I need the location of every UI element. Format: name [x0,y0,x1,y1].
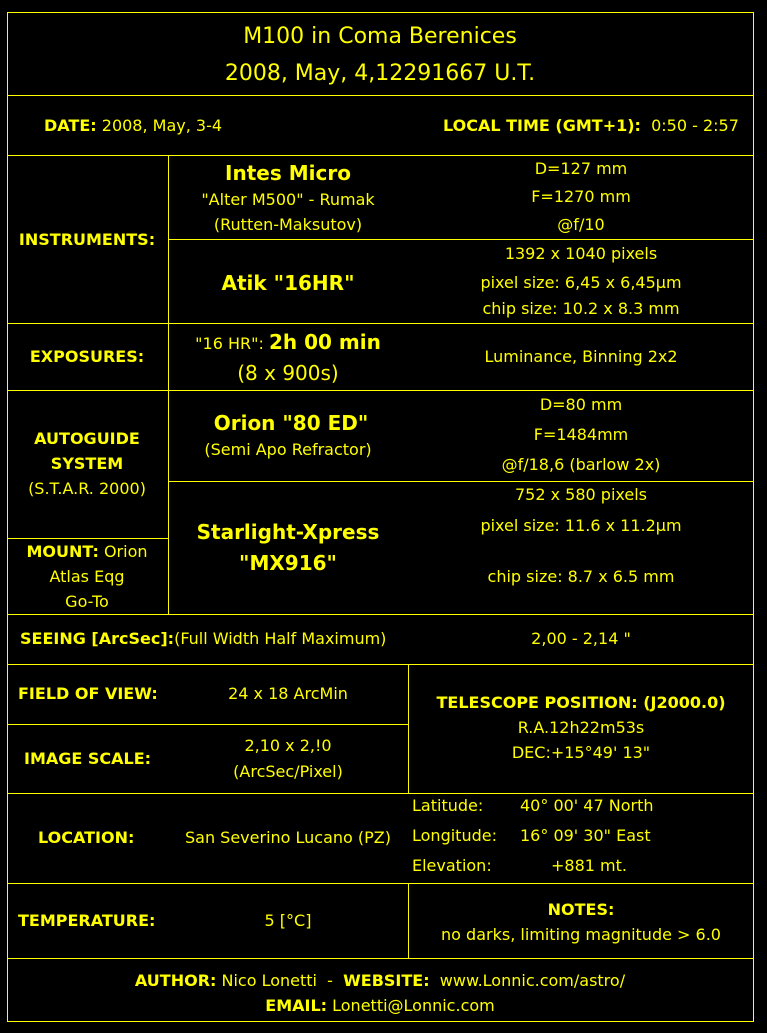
guide-camera-pixel-size: pixel size: 11.6 x 11.2µm [480,516,682,535]
longitude-label: Longitude: [412,826,497,845]
divider [7,95,754,96]
date-value: 2008, May, 3-4 [101,116,223,135]
guide-scope-focal-ratio: @f/18,6 (barlow 2x) [501,455,661,474]
temperature-value: 5 [°C] [264,911,312,930]
object-title: M100 in Coma Berenices [243,24,517,49]
divider [168,481,754,482]
seeing-label: SEEING [ArcSec]: [20,629,175,648]
camera-chip-size: chip size: 10.2 x 8.3 mm [482,299,680,318]
latitude-label: Latitude: [412,796,484,815]
guide-camera-model: "MX916" [239,551,337,575]
temperature-label: TEMPERATURE: [18,911,156,930]
divider [408,883,409,959]
notes-value: no darks, limiting magnitude > 6.0 [441,925,721,944]
autoguide-label: AUTOGUIDE [34,429,140,448]
mount-row [27,543,148,561]
guide-scope-type: (Semi Apo Refractor) [204,440,372,459]
elevation-value: +881 mt. [551,856,627,875]
divider [7,155,754,156]
divider [168,239,754,240]
divider [7,958,754,959]
telescope-position-label: TELESCOPE POSITION: (J2000.0) [436,693,726,712]
divider [168,155,169,615]
image-scale-value: 2,10 x 2,!0 [244,736,332,755]
divider [7,538,168,539]
latitude-value: 40° 00' 47 North [520,796,654,815]
telescope-type: (Rutten-Maksutov) [213,215,363,234]
guide-scope-focal-length: F=1484mm [533,425,629,444]
divider [7,614,754,615]
exposure-mode: Luminance, Binning 2x2 [484,347,678,366]
divider [7,664,754,665]
camera-name: Atik "16HR" [221,271,355,295]
divider [7,793,754,794]
frame-top [7,12,754,13]
website-label: WEBSITE: [343,971,430,990]
mount-goto: Go-To [65,592,109,611]
website-link[interactable]: www.Lonnic.com/astro/ [439,971,626,990]
frame-left [7,12,8,1022]
location-place: San Severino Lucano (PZ) [184,828,392,847]
divider [7,883,754,884]
mount-model: Atlas Eqg [49,567,125,586]
telescope-name: Intes Micro [225,161,351,185]
frame-bottom [7,1021,754,1022]
exposure-total: 2h 00 min [268,330,381,354]
guide-camera-pixels: 752 x 580 pixels [514,485,648,504]
declination: DEC:+15°49' 13" [511,743,651,762]
instruments-label: INSTRUMENTS: [18,230,156,249]
field-of-view-value: 24 x 18 ArcMin [228,684,348,703]
mount-value: Orion [103,542,148,561]
exposure-camera-prefix: "16 HR": [195,334,264,353]
email-label: EMAIL: [265,996,328,1015]
location-label: LOCATION: [38,828,135,847]
exposures-label: EXPOSURES: [29,347,145,366]
local-time-row [443,117,739,135]
telescope-model: "Alter M500" - Rumak [201,190,375,209]
telescope-diameter: D=127 mm [534,159,628,178]
observation-datetime-ut: 2008, May, 4,12291667 U.T. [224,61,536,86]
guide-camera-name: Starlight-Xpress [196,520,380,544]
longitude-value: 16° 09' 30" East [520,826,651,845]
image-scale-label: IMAGE SCALE: [24,749,152,768]
email-row [265,997,494,1015]
guide-camera-chip-size: chip size: 8.7 x 6.5 mm [487,567,675,586]
autoguide-model: (S.T.A.R. 2000) [28,479,146,498]
notes-label: NOTES: [547,900,615,919]
seeing-note: (Full Width Half Maximum) [174,629,387,648]
image-scale-unit: (ArcSec/Pixel) [233,762,343,781]
autoguide-label-system: SYSTEM [50,454,124,473]
date-label: DATE: [44,116,97,135]
divider [7,323,754,324]
local-time-value: 0:50 - 2:57 [651,116,739,135]
telescope-focal-ratio: @f/10 [557,215,605,234]
divider [7,390,754,391]
camera-pixel-size: pixel size: 6,45 x 6,45µm [480,273,682,292]
local-time-label: LOCAL TIME (GMT+1): [443,116,641,135]
author-name: Nico Lonetti [221,971,317,990]
mount-label: MOUNT: [26,542,99,561]
right-ascension: R.A.12h22m53s [517,718,645,737]
date-row [44,117,222,135]
author-label: AUTHOR: [134,971,217,990]
camera-pixels: 1392 x 1040 pixels [504,244,658,263]
divider [408,664,409,794]
footer-separator: - [327,971,333,990]
seeing-row [20,630,386,648]
divider [7,724,409,725]
exposure-total-row [195,330,381,354]
author-website-row [135,972,625,990]
telescope-focal-length: F=1270 mm [531,187,631,206]
exposure-subframes: (8 x 900s) [237,361,339,385]
seeing-value: 2,00 - 2,14 " [531,629,631,648]
elevation-label: Elevation: [412,856,492,875]
guide-scope-name: Orion "80 ED" [213,411,369,435]
field-of-view-label: FIELD OF VIEW: [18,684,158,703]
frame-right [753,12,754,1022]
guide-scope-diameter: D=80 mm [539,395,623,414]
email-link[interactable]: Lonetti@Lonnic.com [332,996,495,1015]
